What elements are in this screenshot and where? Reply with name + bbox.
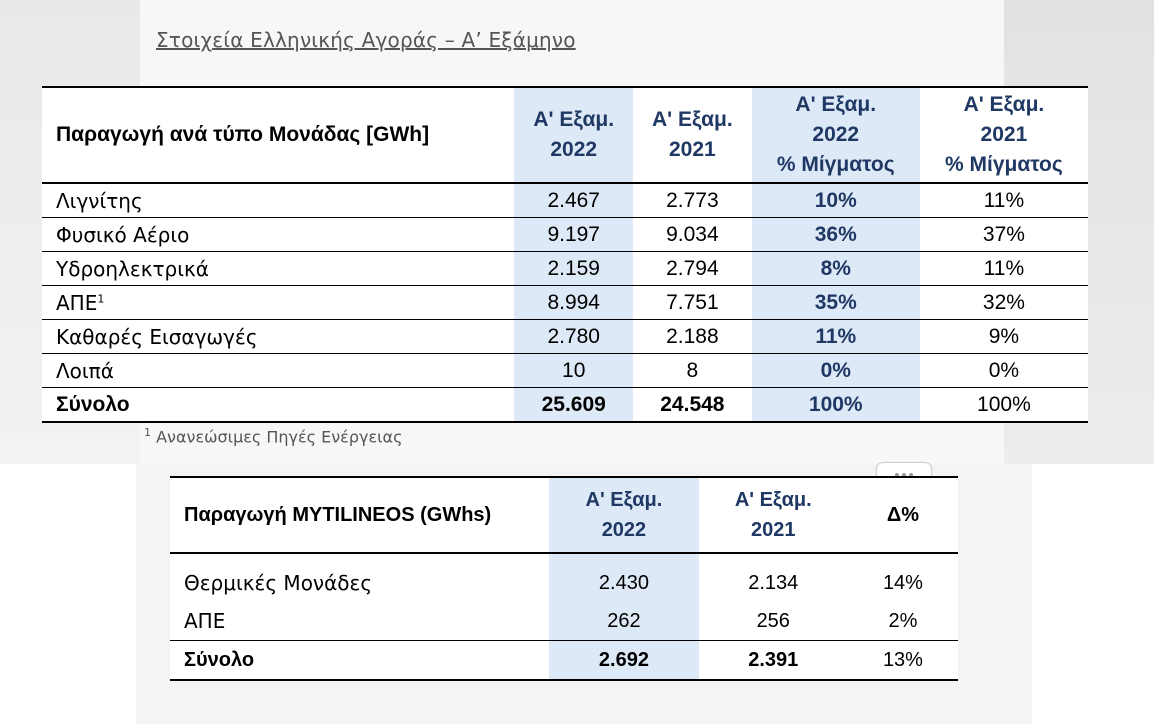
cell-value-2021: 2.134: [748, 571, 799, 594]
cell-mix-2021: 11%: [920, 252, 1088, 286]
row-label: Λιγνίτης: [42, 183, 514, 218]
table-header-row: [42, 87, 1088, 183]
cell-value-2021: 9.034: [633, 218, 752, 252]
cell-mix-2022: 11%: [752, 320, 920, 354]
column-header-mix-2021: Α' Εξαμ. 2021 % Μίγματος: [920, 87, 1088, 183]
table-row: [170, 602, 958, 641]
table-spacer: [170, 553, 958, 564]
cell-mix-2021: 37%: [920, 218, 1088, 252]
column-header-h1-2021: Α' Εξαμ. 2021: [699, 477, 848, 553]
cell-value-2022: 9.197: [514, 218, 633, 252]
row-label: Καθαρές Εισαγωγές: [42, 320, 514, 354]
total-label: Σύνολο: [170, 641, 549, 681]
cell-delta: 2%: [888, 609, 918, 632]
table-row: [42, 286, 1088, 320]
column-header-delta: Δ%: [848, 477, 958, 553]
table-total-row: [170, 641, 958, 681]
table-total-row: [42, 388, 1088, 423]
row-label: Λοιπά: [42, 354, 514, 388]
total-delta: 13%: [848, 641, 958, 681]
row-label: Φυσικό Αέριο: [42, 218, 514, 252]
total-value-2022: 25.609: [514, 388, 633, 423]
total-value-2021: 24.548: [633, 388, 752, 423]
cell-mix-2021: 0%: [920, 354, 1088, 388]
row-label: Θερμικές Μονάδες: [184, 571, 373, 595]
cell-mix-2021: 11%: [920, 183, 1088, 218]
cell-value-2022: 262: [549, 602, 698, 641]
table-row: [170, 564, 958, 602]
column-header-h1-2022: Α' Εξαμ. 2022: [514, 87, 633, 183]
column-header-mix-2022: Α' Εξαμ. 2022 % Μίγματος: [752, 87, 920, 183]
cell-value-2021: 7.751: [633, 286, 752, 320]
cell-value-2022: 2.780: [514, 320, 633, 354]
footnote-marker: 1: [97, 291, 105, 305]
cell-value-2022: 10: [514, 354, 633, 388]
cell-mix-2022: 10%: [752, 183, 920, 218]
cell-mix-2022: 0%: [752, 354, 920, 388]
market-production-table[interactable]: [42, 86, 1088, 423]
table-header-row: [170, 477, 958, 553]
cell-value-2022: 2.430: [549, 564, 698, 602]
row-label: ΑΠΕ$^1$: [42, 286, 514, 320]
footnote: $^1$ Ανανεώσιμες Πηγές Ενέργειας: [144, 426, 403, 447]
mytilineos-production-table[interactable]: [170, 476, 958, 681]
table-row: [42, 320, 1088, 354]
total-mix-2021: 100%: [920, 388, 1088, 423]
total-mix-2022: 100%: [752, 388, 920, 423]
cell-value-2021: 2.794: [633, 252, 752, 286]
table-row: [42, 252, 1088, 286]
cell-mix-2021: 9%: [920, 320, 1088, 354]
cell-value-2022: 8.994: [514, 286, 633, 320]
column-header-label: Παραγωγή ανά τύπο Μονάδας [GWh]: [42, 87, 514, 183]
cell-value-2021: 2.773: [633, 183, 752, 218]
cell-mix-2021: 32%: [920, 286, 1088, 320]
cell-value-2022: 2.467: [514, 183, 633, 218]
cell-value-2021: 8: [633, 354, 752, 388]
table-row: [42, 183, 1088, 218]
cell-mix-2022: 8%: [752, 252, 920, 286]
row-label: ΑΠΕ: [184, 609, 226, 633]
cell-value-2021: 256: [756, 609, 790, 632]
total-value-2021: 2.391: [699, 641, 848, 681]
cell-value-2022: 2.159: [514, 252, 633, 286]
column-header-h1-2022: Α' Εξαμ. 2022: [549, 477, 698, 553]
cell-mix-2022: 35%: [752, 286, 920, 320]
total-label: Σύνολο: [42, 388, 514, 423]
row-label: Υδροηλεκτρικά: [42, 252, 514, 286]
cell-mix-2022: 36%: [752, 218, 920, 252]
column-header-label: Παραγωγή MYTILINEOS (GWhs): [170, 477, 549, 553]
cell-value-2021: 2.188: [633, 320, 752, 354]
table-row: [42, 218, 1088, 252]
total-value-2022: 2.692: [549, 641, 698, 681]
table-row: [42, 354, 1088, 388]
cell-delta: 14%: [882, 571, 923, 594]
column-header-h1-2021: Α' Εξαμ. 2021: [633, 87, 752, 183]
page-title: Στοιχεία Ελληνικής Αγοράς – Α’ Εξάμηνο: [156, 28, 576, 52]
